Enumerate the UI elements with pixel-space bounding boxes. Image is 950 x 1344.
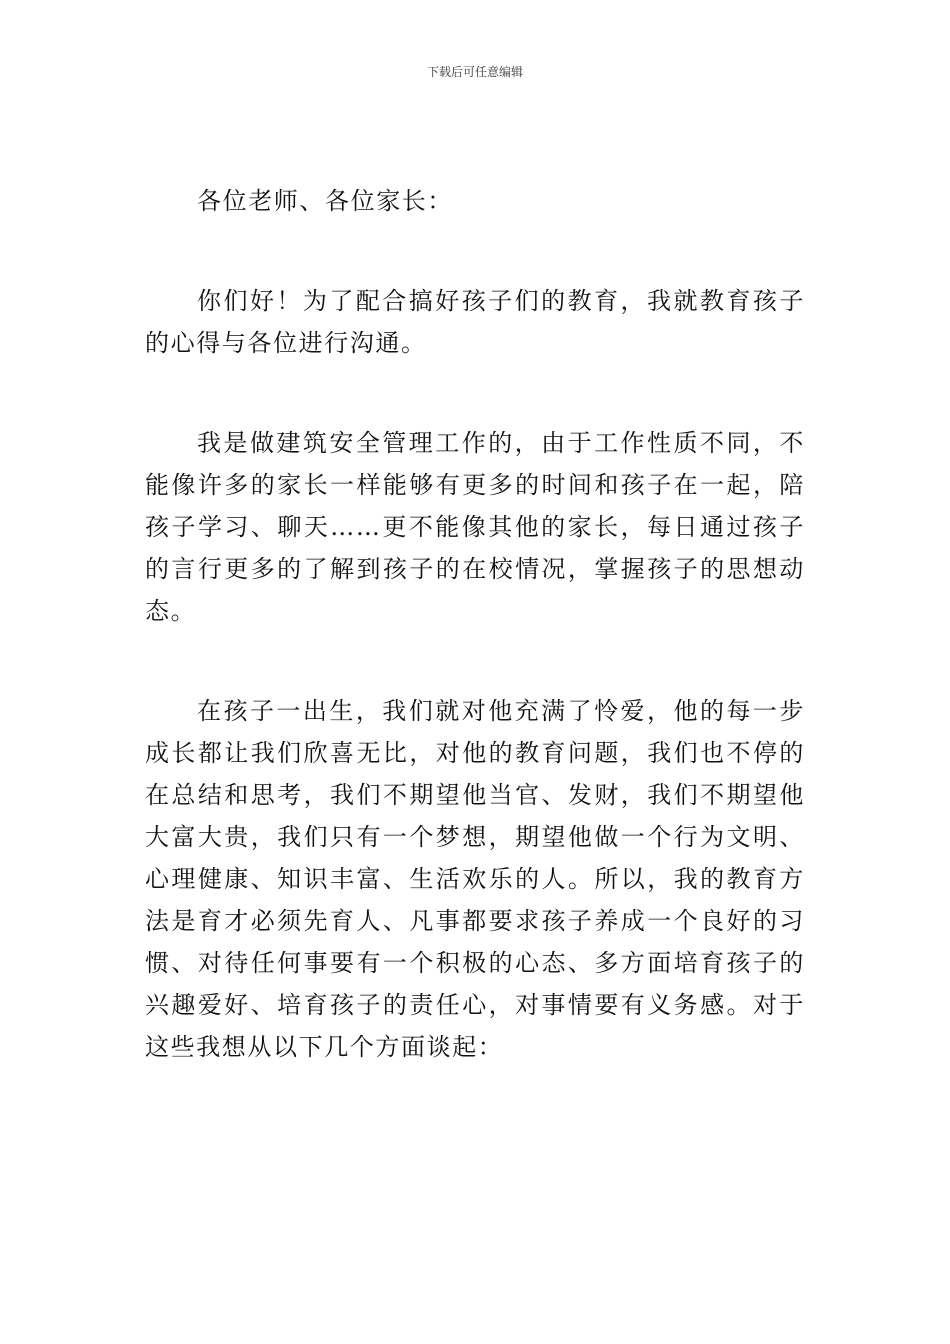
salutation: 各位老师、各位家长：	[197, 187, 453, 215]
paragraph-work-background: 我是做建筑安全管理工作的，由于工作性质不同，不能像许多的家长一样能够有更多的时间和孩子在一起，陪孩子学习、聊天……更不能像其他的家长，每日通过孩子的言行更多的了解到孩子的在校情况，掌握孩子的思想动态。	[145, 429, 805, 625]
paragraph-greeting: 你们好！为了配合搞好孩子们的教育，我就教育孩子的心得与各位进行沟通。	[145, 287, 805, 357]
page-header-note: 下载后可任意编辑	[426, 65, 523, 79]
paragraph-education-philosophy: 在孩子一出生，我们就对他充满了怜爱，他的每一步成长都让我们欣喜无比，对他的教育问题，我们也不停的在总结和思考，我们不期望他当官、发财，我们不期望他大富大贵，我们只有一个梦想，期望他做一个行为文明、心理健康、知识丰富、生活欢乐的人。所以，我的教育方法是育才必须先育人、凡事都要求孩子养成一个良好的习惯、对待任何事要有一个积极的心态、多方面培育孩子的兴趣爱好、培育孩子的责任心，对事情要有义务感。对于这些我想从以下几个方面谈起：	[145, 697, 805, 1061]
document-body	[145, 180, 805, 1068]
